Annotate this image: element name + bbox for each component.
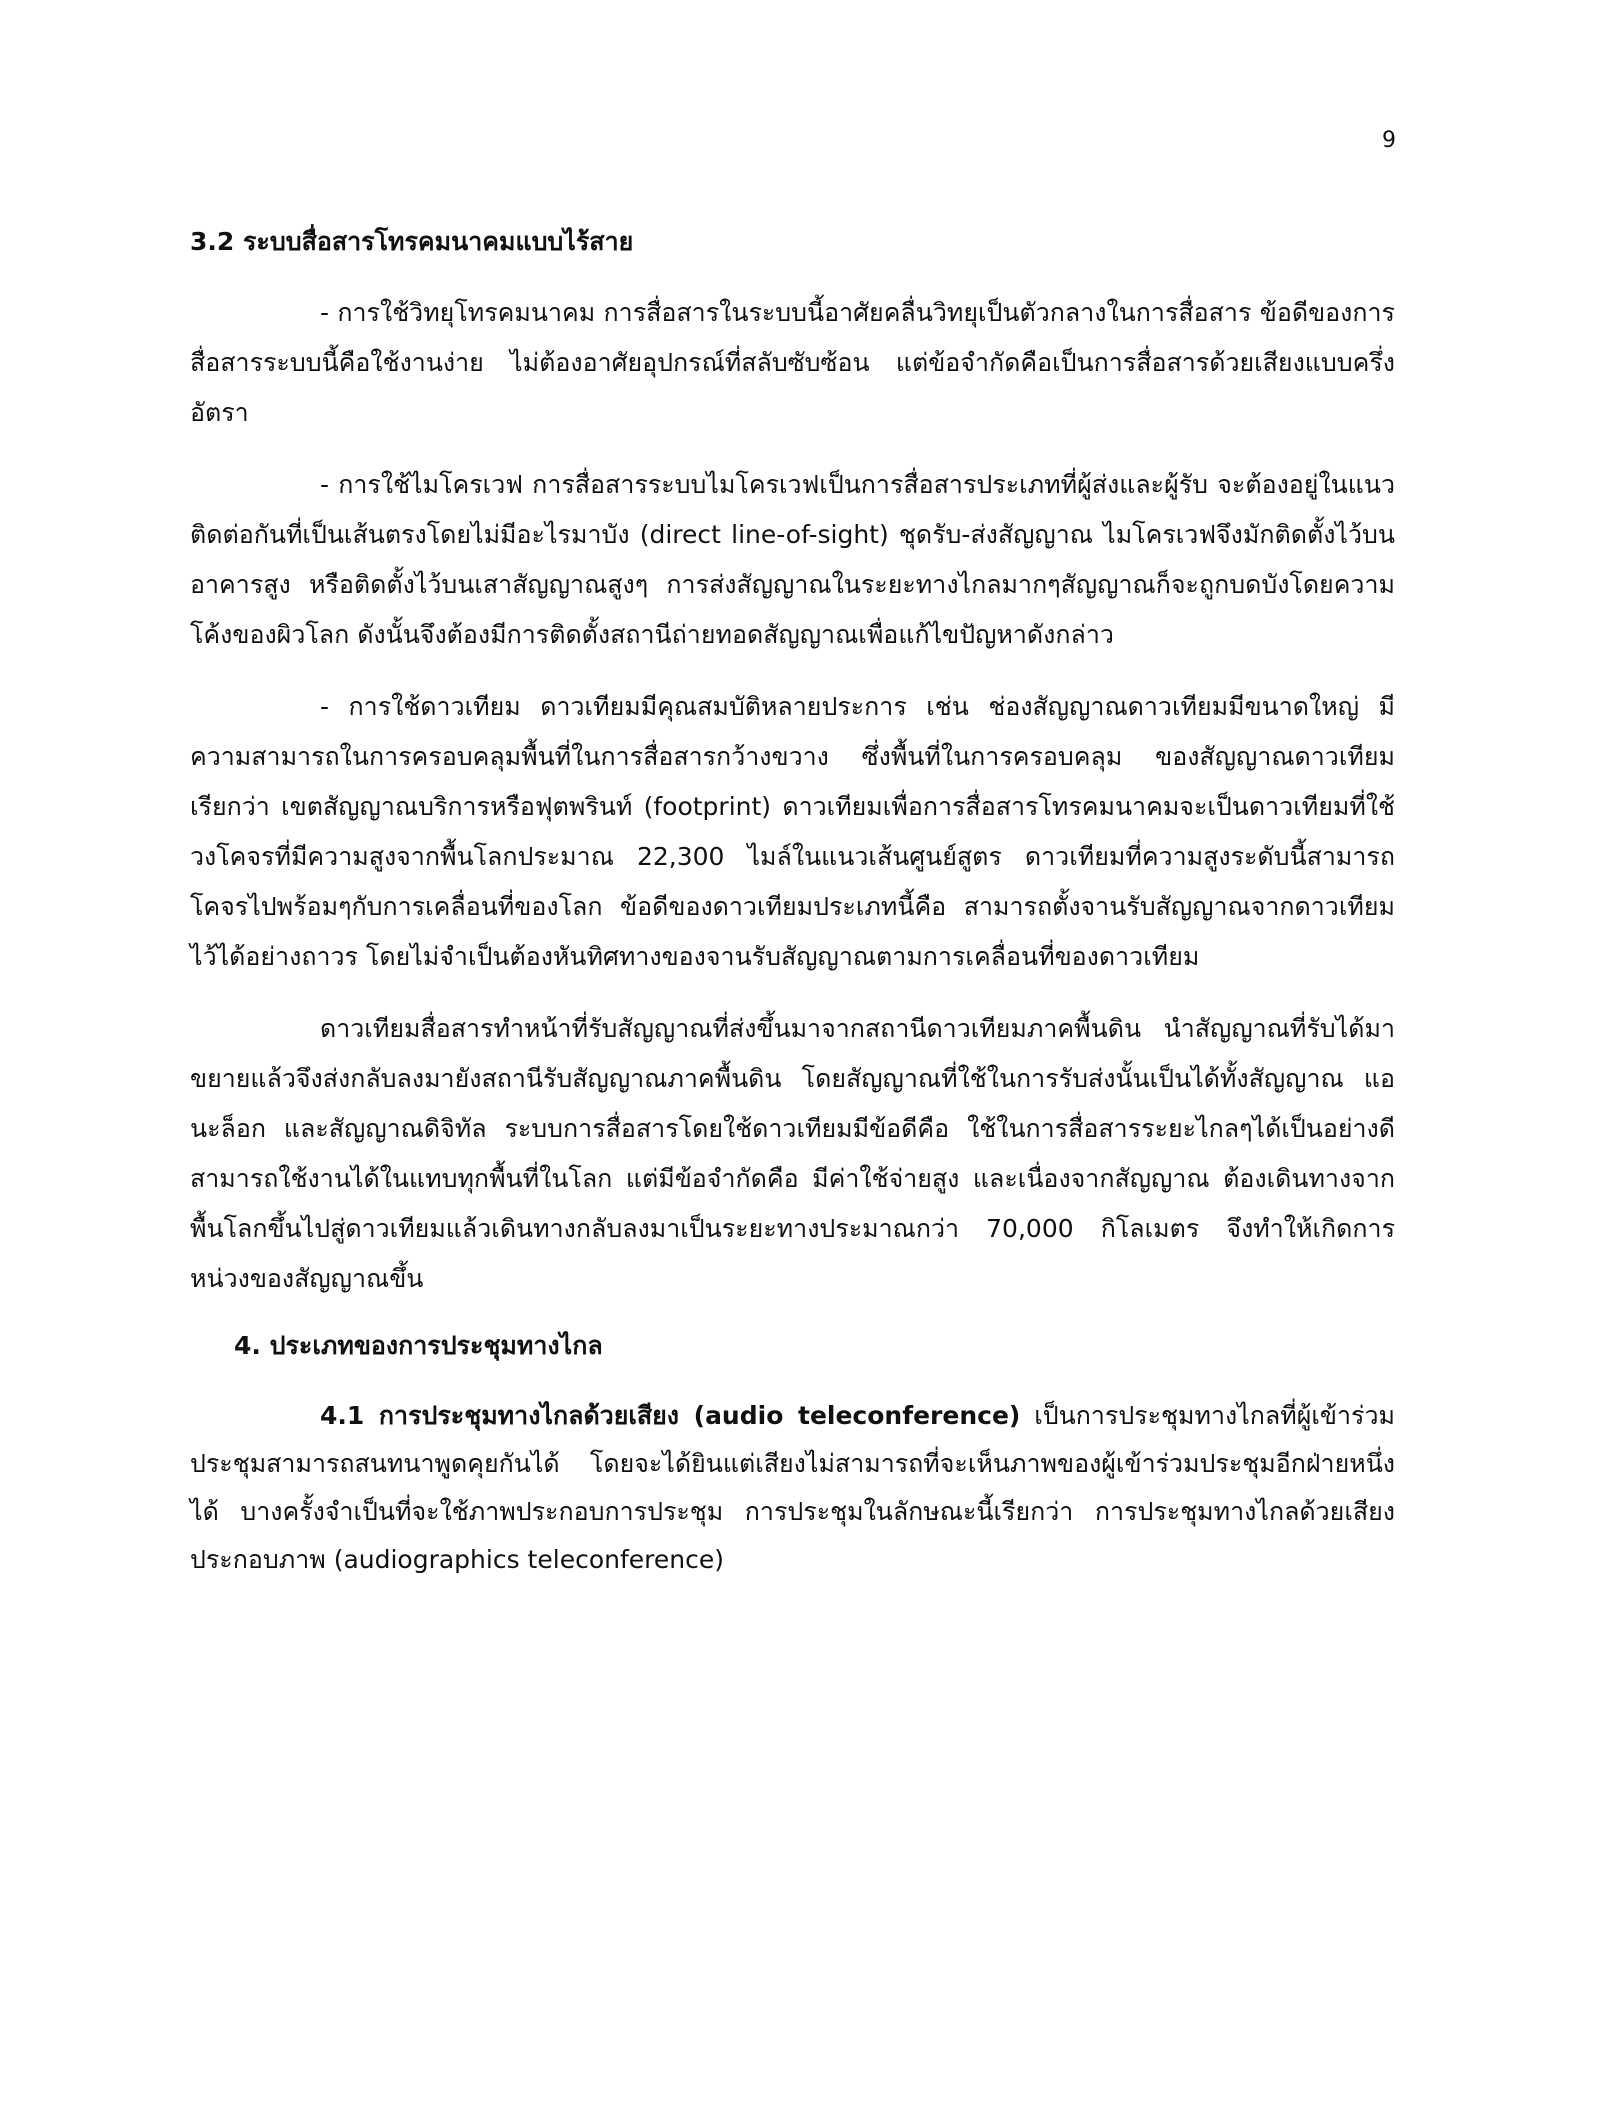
paragraph-satellite: - การใช้ดาวเทียม ดาวเทียมมีคุณสมบัติหลายประการ เช่น ช่องสัญญาณดาวเทียมมีขนาดใหญ่ มีความสามารถในการครอบคลุมพื้นที่ในการสื่อสารกว้างขวาง ซึ่งพื้นที่ในการครอบคลุม ของสัญญาณดาวเทียมเรียกว่า เขตสัญญาณบริการหรือฟุตพรินท์ (footprint) ดาวเทียมเพื่อการสื่อสารโทรคมนาคมจะเป็นดาวเทียมที่ใช้วงโคจรที่มีความสูงจากพื้นโลกประมาณ 22,300 ไมล์ในแนวเส้นศูนย์สูตร ดาวเทียมที่ความสูงระดับนี้สามารถโคจรไปพร้อมๆกับการเคลื่อนที่ของโลก ข้อดีของดาวเทียมประเภทนี้คือ สามารถตั้งจานรับสัญญาณจากดาวเทียมไว้ได้อย่างถาวร โดยไม่จำเป็นต้องหันทิศทางของจานรับสัญญาณตามการเคลื่อนที่ของดาวเทียม [190, 692, 1395, 971]
page-number: 9 [1382, 128, 1396, 153]
subsection-lead-4-1: 4.1 การประชุมทางไกลด้วยเสียง (audio teleconference) [320, 1401, 1021, 1430]
paragraph-microwave: - การใช้ไมโครเวฟ การสื่อสารระบบไมโครเวฟเป็นการสื่อสารประเภทที่ผู้ส่งและผู้รับ จะต้องอยู่ในแนวติดต่อกันที่เป็นเส้นตรงโดยไม่มีอะไรมาบัง (direct line-of-sight) ชุดรับ-ส่งสัญญาณ ไมโครเวฟจึงมักติดตั้งไว้บนอาคารสูง หรือติดตั้งไว้บนเสาสัญญาณสูงๆ การส่งสัญญาณในระยะทางไกลมากๆสัญญาณก็จะถูกบดบังโดยความโค้งของผิวโลก ดังนั้นจึงต้องมีการติดตั้งสถานีถ่ายทอดสัญญาณเพื่อแก้ไขปัญหาดังกล่าว [190, 470, 1395, 649]
document-body [190, 222, 1395, 1606]
paragraph-audio-teleconference [190, 1392, 1395, 1584]
section-heading-3-2: 3.2 ระบบสื่อสารโทรคมนาคมแบบไร้สาย [190, 227, 634, 256]
subsection-body-4-1: เป็นการประชุมทางไกลที่ผู้เข้าร่วมประชุมสามารถสนทนาพูดคุยกันได้ โดยจะได้ยินแต่เสียงไม่สามารถที่จะเห็นภาพของผู้เข้าร่วมประชุมอีกฝ่ายหนึ่งได้ บางครั้งจำเป็นที่จะใช้ภาพประกอบการประชุม การประชุมในลักษณะนี้เรียกว่า การประชุมทางไกลด้วยเสียงประกอบภาพ (audiographics teleconference) [190, 1401, 1395, 1574]
paragraph-satellite-communication: ดาวเทียมสื่อสารทำหน้าที่รับสัญญาณที่ส่งขึ้นมาจากสถานีดาวเทียมภาคพื้นดิน นำสัญญาณที่รับได้มาขยายแล้วจึงส่งกลับลงมายังสถานีรับสัญญาณภาคพื้นดิน โดยสัญญาณที่ใช้ในการรับส่งนั้นเป็นได้ทั้งสัญญาณ แอนะล็อก และสัญญาณดิจิทัล ระบบการสื่อสารโดยใช้ดาวเทียมมีข้อดีคือ ใช้ในการสื่อสารระยะไกลๆได้เป็นอย่างดี สามารถใช้งานได้ในแทบทุกพื้นที่ในโลก แต่มีข้อจำกัดคือ มีค่าใช้จ่ายสูง และเนื่องจากสัญญาณ ต้องเดินทางจากพื้นโลกขึ้นไปสู่ดาวเทียมแล้วเดินทางกลับลงมาเป็นระยะทางประมาณกว่า 70,000 กิโลเมตร จึงทำให้เกิดการหน่วงของสัญญาณขึ้น [190, 1014, 1395, 1293]
paragraph-radio: - การใช้วิทยุโทรคมนาคม การสื่อสารในระบบนี้อาศัยคลื่นวิทยุเป็นตัวกลางในการสื่อสาร ข้อดีของการสื่อสารระบบนี้คือใช้งานง่าย ไม่ต้องอาศัยอุปกรณ์ที่สลับซับซ้อน แต่ข้อจำกัดคือเป็นการสื่อสารด้วยเสียงแบบครึ่งอัตรา [190, 298, 1395, 427]
section-heading-4: 4. ประเภทของการประชุมทางไกล [234, 1331, 603, 1360]
